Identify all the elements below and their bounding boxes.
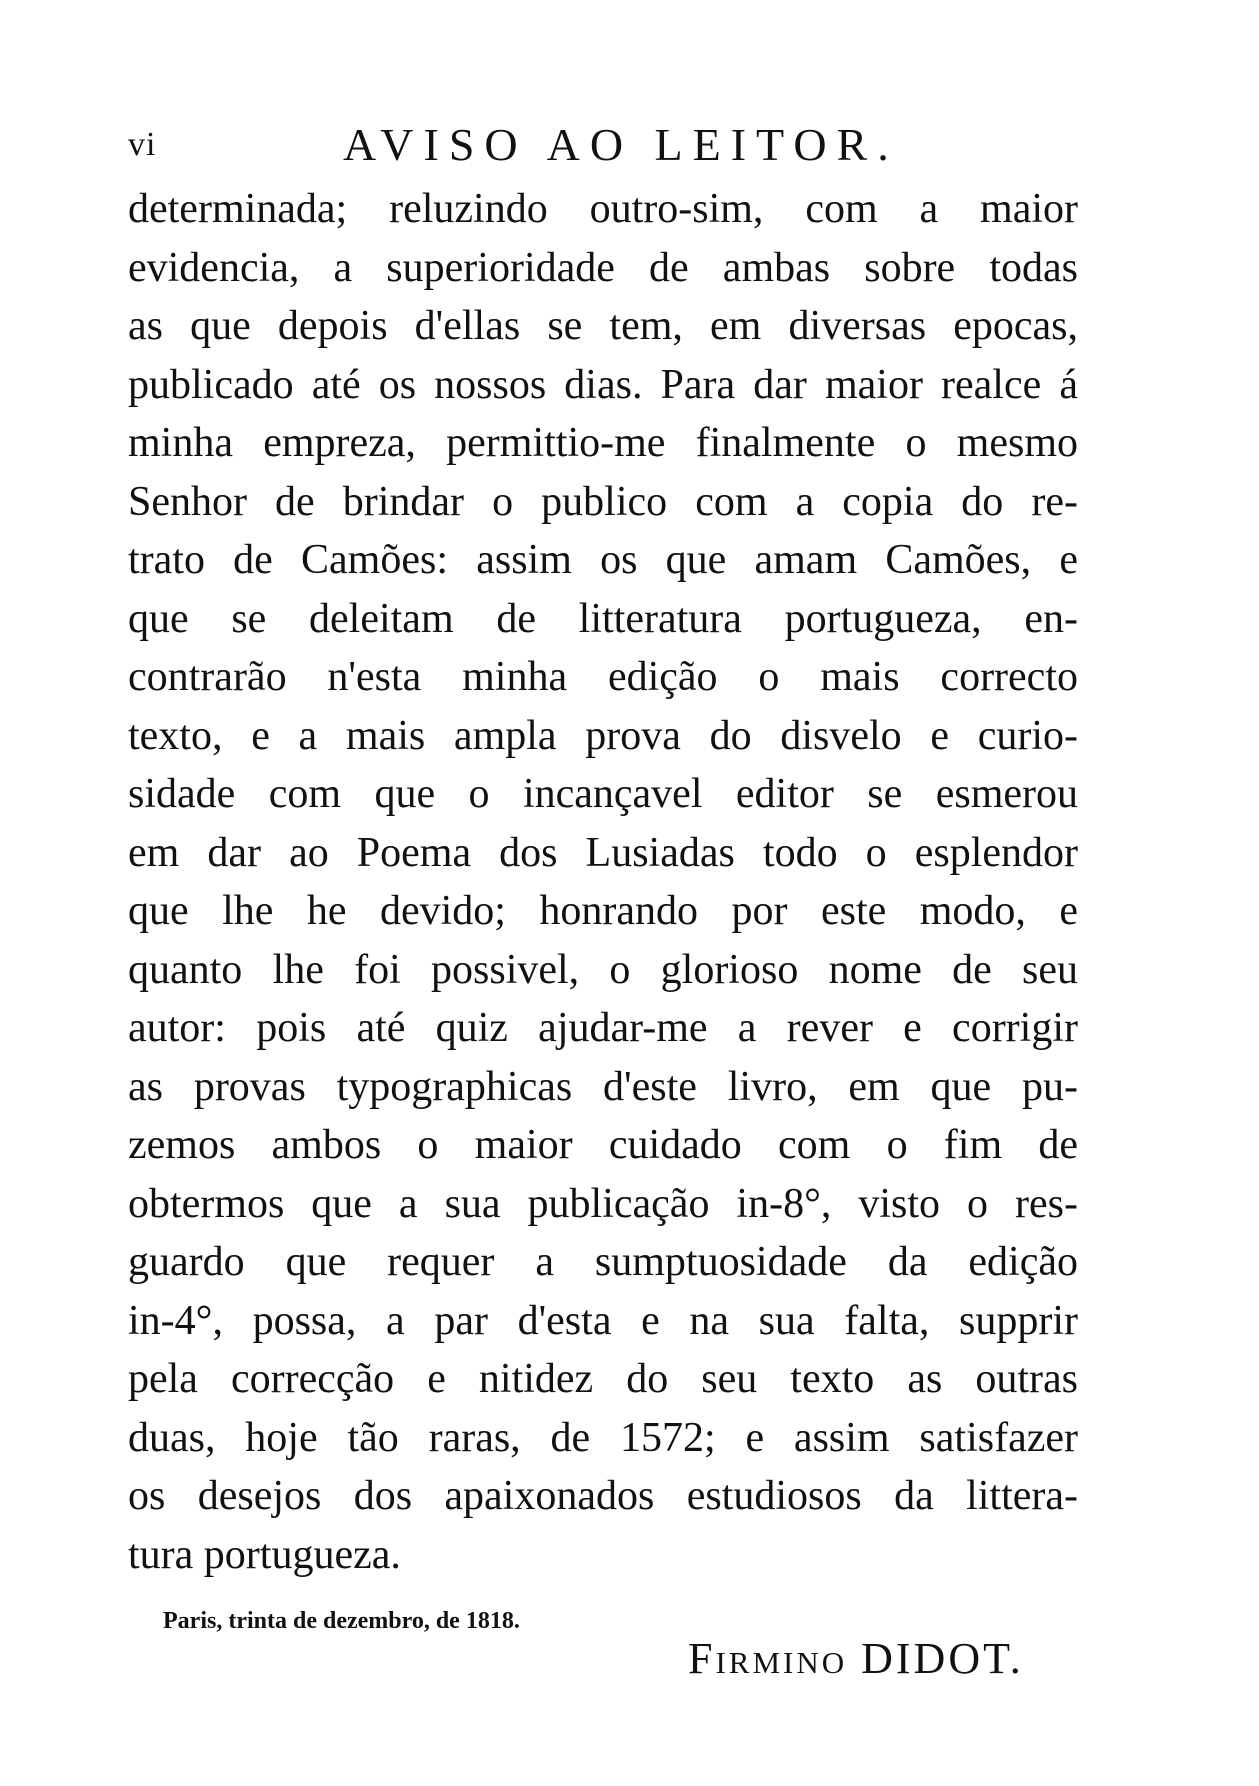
text-line: evidencia, a superioridade de ambas sobre todas bbox=[128, 244, 1078, 291]
text-line: trato de Camões: assim os que amam Camões, e bbox=[128, 537, 1078, 583]
body-text bbox=[128, 180, 1078, 1584]
text-line: pela correcção e nitidez do seu texto as outras bbox=[128, 1356, 1078, 1402]
text-line: obtermos que a sua publicação in-8°, visto o res- bbox=[128, 1180, 1078, 1227]
page-number: vi bbox=[128, 126, 157, 163]
text-line: Senhor de brindar o publico com a copia do re- bbox=[128, 478, 1078, 525]
dateline: Paris, trinta de dezembro, de 1818. bbox=[163, 1608, 520, 1634]
text-line: publicado até os nossos dias. Para dar maior realce á bbox=[128, 361, 1078, 408]
text-line: texto, e a mais ampla prova do disvelo e curio- bbox=[128, 712, 1078, 759]
text-line: em dar ao Poema dos Lusiadas todo o esplendor bbox=[128, 829, 1078, 876]
text-line: contrarão n'esta minha edição o mais correcto bbox=[128, 654, 1078, 700]
text-line: in-4°, possa, a par d'esta e na sua falta, supprir bbox=[128, 1297, 1078, 1344]
text-line: tura portugueza. bbox=[128, 1531, 401, 1578]
text-line: os desejos dos apaixonados estudiosos da littera- bbox=[128, 1473, 1078, 1519]
text-line: minha empreza, permittio-me finalmente o mesmo bbox=[128, 420, 1078, 466]
text-line: zemos ambos o maior cuidado com o fim de bbox=[128, 1122, 1078, 1168]
text-line: as provas typographicas d'este livro, em que pu- bbox=[128, 1063, 1078, 1110]
running-title: AVISO AO LEITOR. bbox=[343, 119, 899, 170]
text-line: que lhe he devido; honrando por este modo, e bbox=[128, 888, 1078, 934]
signature: Firmino DIDOT. bbox=[688, 1634, 1024, 1683]
text-line: quanto lhe foi possivel, o glorioso nome de seu bbox=[128, 946, 1078, 993]
text-line: guardo que requer a sumptuosidade da edição bbox=[128, 1239, 1078, 1285]
running-head bbox=[128, 118, 1078, 178]
text-line: duas, hoje tão raras, de 1572; e assim satisfazer bbox=[128, 1414, 1078, 1461]
text-line: sidade com que o incançavel editor se esmerou bbox=[128, 771, 1078, 817]
text-line: que se deleitam de litteratura portugueza, en- bbox=[128, 595, 1078, 642]
text-line: autor: pois até quiz ajudar-me a rever e corrigir bbox=[128, 1005, 1078, 1051]
text-line: determinada; reluzindo outro-sim, com a maior bbox=[128, 186, 1078, 232]
text-line: as que depois d'ellas se tem, em diversas epocas, bbox=[128, 303, 1078, 349]
